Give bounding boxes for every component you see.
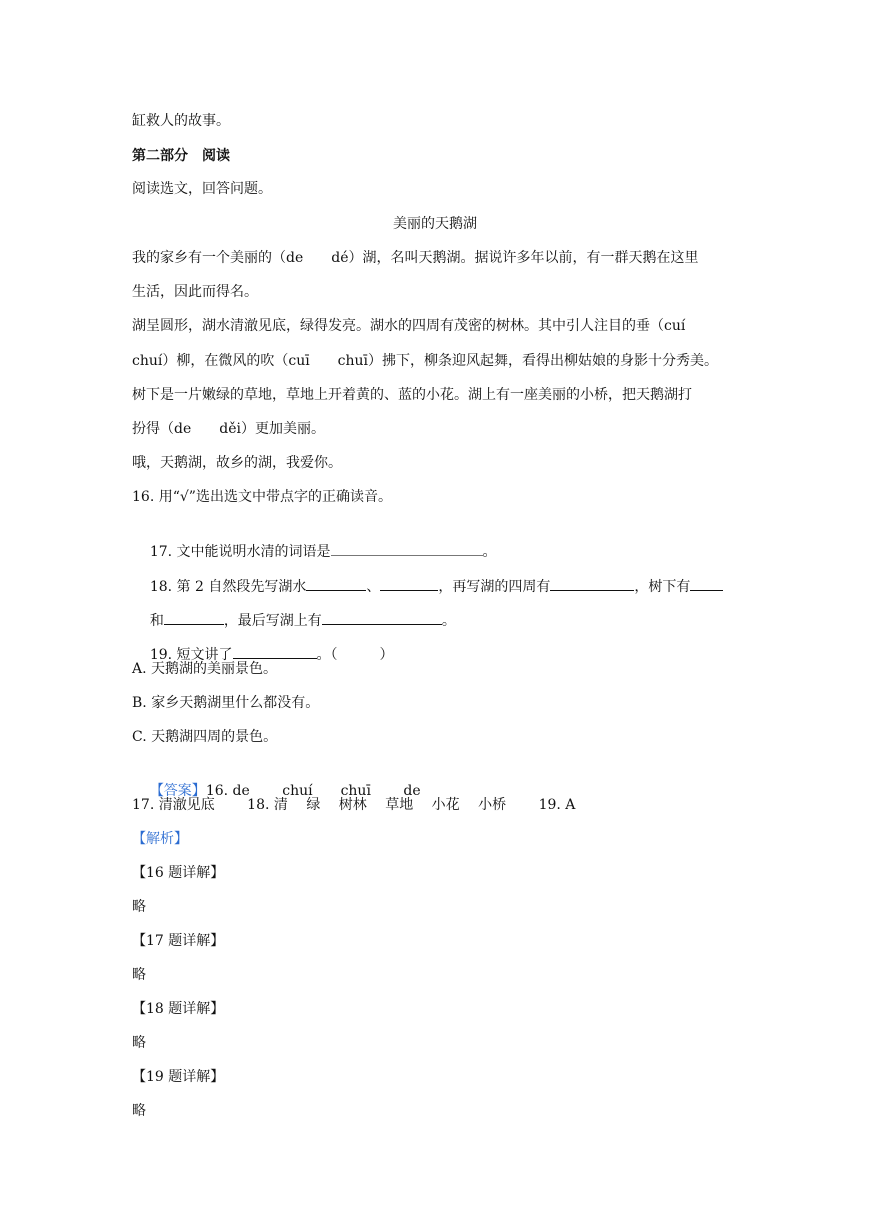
- section-heading: 第二部分 阅读: [132, 148, 230, 164]
- question-18-text2: ，再写湖的四周有: [438, 579, 551, 595]
- detail-19-body: 略: [132, 1103, 146, 1119]
- answer-blank: [331, 541, 483, 556]
- question-17-text: 17. 文中能说明水清的词语是: [149, 544, 331, 560]
- detail-16-heading: 【16 题详解】: [132, 865, 225, 881]
- passage-p1-line1: 我的家乡有一个美丽的（de dé）湖，名叫天鹅湖。据说许多年以前，有一群天鹅在这里: [132, 250, 699, 266]
- option-a: A. 天鹅湖的美丽景色。: [132, 661, 278, 677]
- answer-16: 16. de chuí chuī de: [205, 783, 421, 799]
- answer-blank: [690, 576, 723, 591]
- detail-17-heading: 【17 题详解】: [132, 933, 225, 949]
- question-18-text5: ，最后写湖上有: [223, 613, 322, 629]
- answer-blank: [306, 576, 366, 591]
- passage-p3: 哦，天鹅湖，故乡的湖，我爱你。: [132, 455, 342, 471]
- option-b: B. 家乡天鹅湖里什么都没有。: [132, 695, 320, 711]
- continued-text: 缸救人的故事。: [132, 113, 230, 129]
- passage-p1-line2: 生活，因此而得名。: [132, 284, 258, 300]
- detail-19-heading: 【19 题详解】: [132, 1069, 225, 1085]
- passage-p2-line1: 湖呈圆形，湖水清澈见底，绿得发亮。湖水的四周有茂密的树林。其中引人注目的垂（cuí: [132, 318, 686, 334]
- question-18-text: 18. 第 2 自然段先写湖水: [149, 579, 307, 595]
- answer-blank: [322, 610, 442, 625]
- detail-18-body: 略: [132, 1035, 146, 1051]
- question-19-end: 。（ ）: [316, 647, 394, 663]
- question-17-end: 。: [482, 544, 497, 560]
- answer-rest: 17. 清澈见底 18. 清 绿 树林 草地 小花 小桥 19. A: [132, 797, 576, 813]
- passage-p2-line2: chuí）柳，在微风的吹（cuī chuī）拂下，柳条迎风起舞，看得出柳姑娘的身影十分秀美。: [132, 353, 719, 369]
- detail-16-body: 略: [132, 899, 146, 915]
- detail-17-body: 略: [132, 967, 146, 983]
- question-19-text: 19. 短文讲了: [149, 647, 233, 663]
- question-18-text4: 和: [149, 613, 164, 629]
- question-18-sep: 、: [366, 579, 381, 595]
- instruction-text: 阅读选文，回答问题。: [132, 181, 272, 197]
- answer-blank: [164, 610, 224, 625]
- analysis-tag: 【解析】: [132, 831, 188, 847]
- passage-title: 美丽的天鹅湖: [393, 216, 477, 232]
- passage-p2-line4: 扮得（de děi）更加美丽。: [132, 421, 325, 437]
- answer-blank: [550, 576, 634, 591]
- passage-p2-line3: 树下是一片嫩绿的草地，草地上开着黄的、蓝的小花。湖上有一座美丽的小桥，把天鹅湖打: [132, 387, 692, 403]
- answer-tag: 【答案】: [149, 783, 206, 799]
- answer-blank: [380, 576, 438, 591]
- option-c: C. 天鹅湖四周的景色。: [132, 729, 278, 745]
- answer-blank: [233, 644, 317, 659]
- detail-18-heading: 【18 题详解】: [132, 1001, 225, 1017]
- question-18-end: 。: [441, 613, 456, 629]
- question-16: 16. 用“√”选出选文中带点字的正确读音。: [132, 489, 392, 505]
- question-18-text3: ，树下有: [634, 579, 691, 595]
